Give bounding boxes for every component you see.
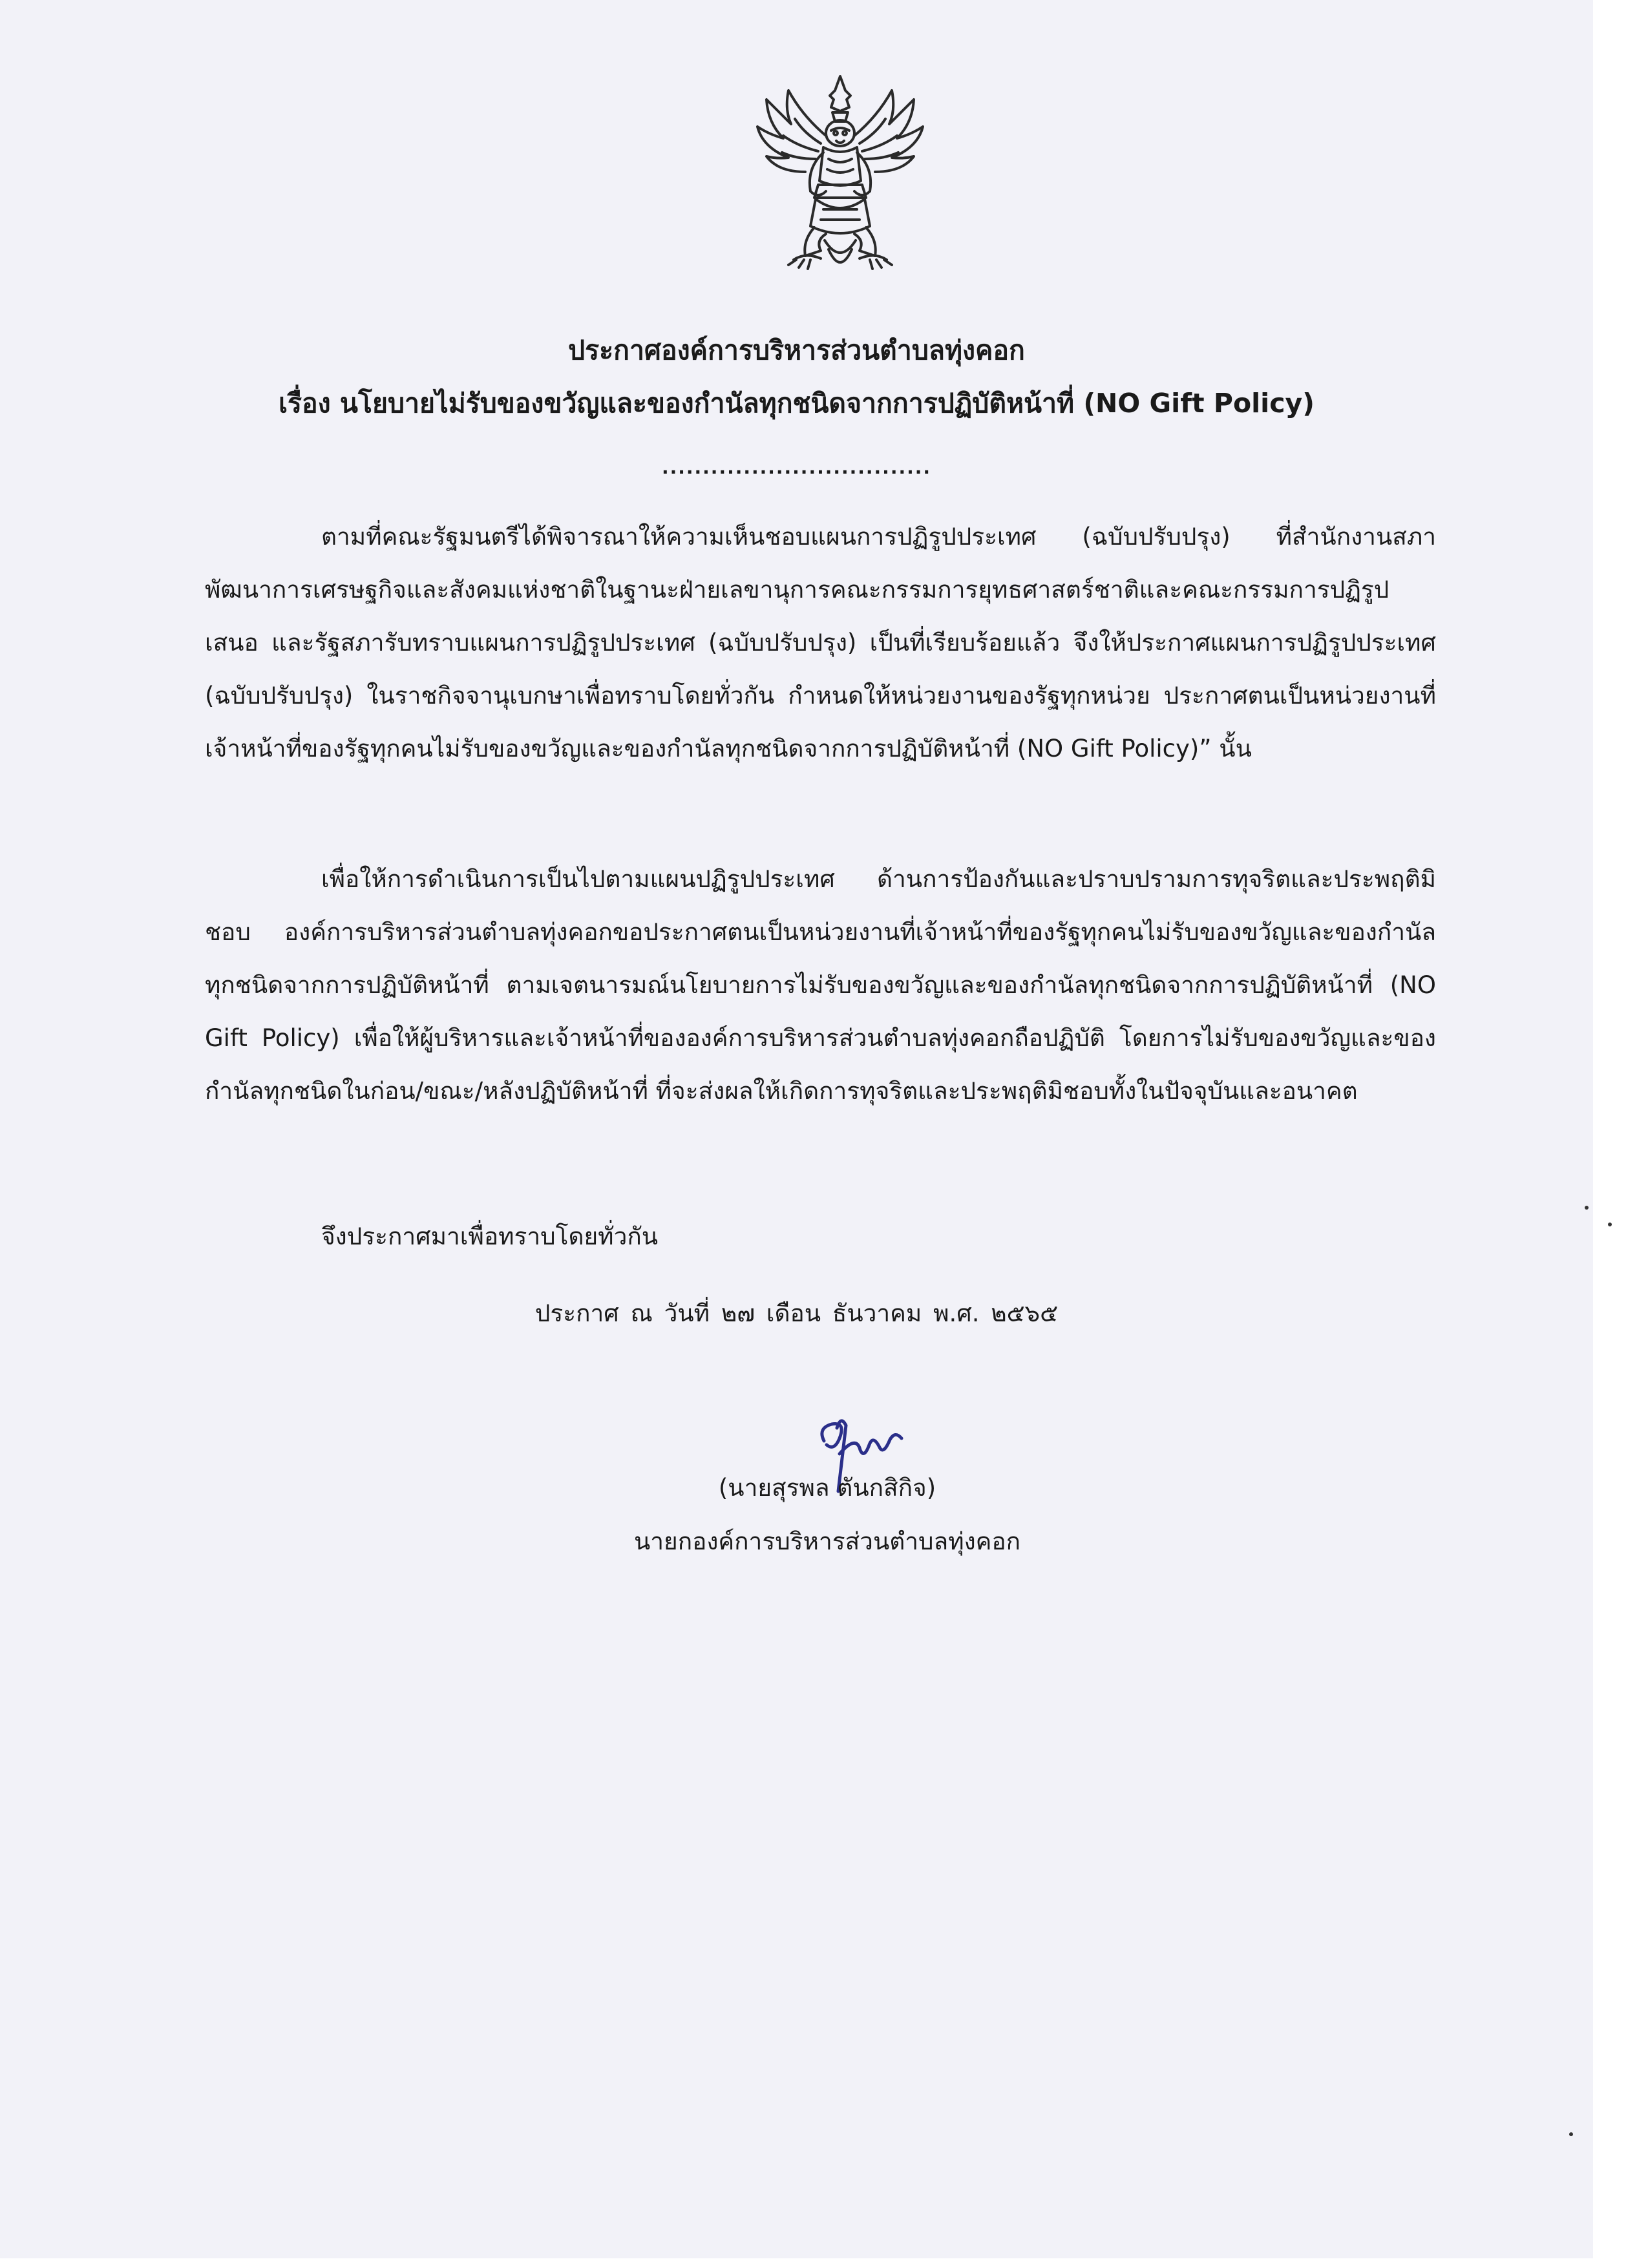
announcement-subject: เรื่อง นโยบายไม่รับของขวัญและของกำนัลทุกชนิดจากการปฏิบัติหน้าที่ (NO Gift Policy) [278,388,1315,419]
body-paragraph: ตามที่คณะรัฐมนตรีได้พิจารณาให้ความเห็นชอบแผนการปฏิรูปประเทศ (ฉบับปรับปรุง) ที่สำนักงานสภาพัฒนาการเศรษฐกิจและสังคมแห่งชาติในฐานะฝ่ายเลขานุการคณะกรรมการยุทธศาสตร์ชาติและคณะกรรมการปฏิรูปเสนอ และรัฐสภารับทราบแผนการปฏิรูปประเทศ (ฉบับปรับปรุง) เป็นที่เรียบร้อยแล้ว จึงให้ประกาศแผนการปฏิรูปประเทศ (ฉบับปรับปรุง) ในราชกิจจานุเบกษาเพื่อทราบโดยทั่วกัน กำหนดให้หน่วยงานของรัฐทุกหน่วย ประกาศตนเป็นหน่วยงานที่เจ้าหน้าที่ของรัฐทุกคนไม่รับของขวัญและของกำนัลทุกชนิดจากการปฏิบัติหน้าที่ (NO Gift Policy)” นั้น [205,523,1436,762]
scan-speck [1585,1206,1589,1210]
scan-background-edge [0,2258,1648,2268]
garuda-emblem-icon [743,71,937,284]
scan-speck [1569,2132,1573,2136]
signer-title: นายกองค์การบริหารส่วนตำบลทุ่งคอก [633,1528,1021,1555]
announcement-date: ประกาศ ณ วันที่ ๒๗ เดือน ธันวาคม พ.ศ. ๒๕๖๕ [534,1299,1059,1327]
signer-name: (นายสุรพล ตันกสิกิจ) [718,1474,936,1502]
body-paragraph: เพื่อให้การดำเนินการเป็นไปตามแผนปฏิรูปประเทศ ด้านการป้องกันและปราบปรามการทุจริตและประพฤติมิชอบ องค์การบริหารส่วนตำบลทุ่งคอกขอประกาศตนเป็นหน่วยงานที่เจ้าหน้าที่ของรัฐทุกคนไม่รับของขวัญและของกำนัลทุกชนิดจากการปฏิบัติหน้าที่ ตามเจตนารมณ์นโยบายการไม่รับของขวัญและของกำนัลทุกชนิดจากการปฏิบัติหน้าที่ (NO Gift Policy) เพื่อให้ผู้บริหารและเจ้าหน้าที่ขององค์การบริหารส่วนตำบลทุ่งคอกถือปฏิบัติ โดยการไม่รับของขวัญและของกำนัลทุกชนิดในก่อน/ขณะ/หลังปฏิบัติหน้าที่ ที่จะส่งผลให้เกิดการทุจริตและประพฤติมิชอบทั้งในปัจจุบันและอนาคต [205,865,1436,1105]
closing-statement: จึงประกาศมาเพื่อทราบโดยทั่วกัน [321,1223,659,1250]
announcement-heading: ประกาศองค์การบริหารส่วนตำบลทุ่งคอก [568,335,1025,366]
dotted-separator: ................................. [661,457,931,478]
scan-speck [1608,1223,1612,1226]
scan-background-edge [1593,0,1648,2268]
